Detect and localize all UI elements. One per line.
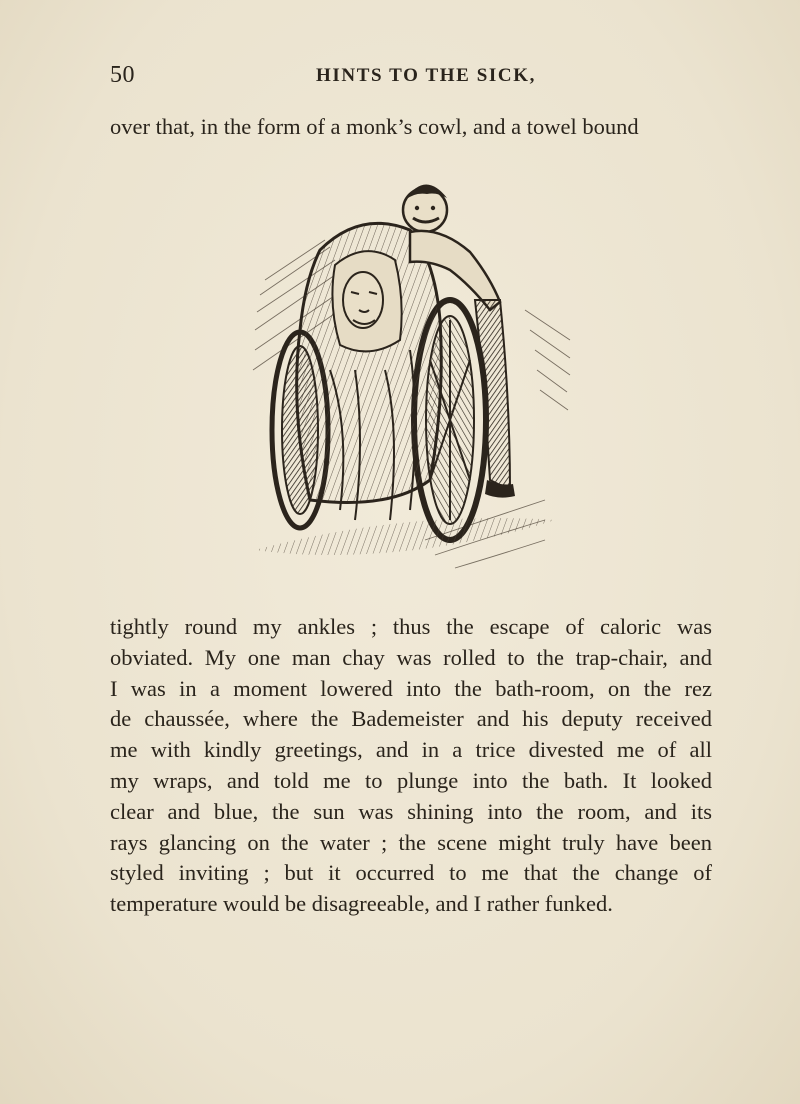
text-line: my wraps, and told me to plunge into the bath. It looked: [110, 767, 712, 793]
text-line: tightly round my ankles ; thus the escape of caloric was: [110, 614, 712, 639]
text-line: clear and blue, the sun was shining into the room, and its: [110, 798, 712, 824]
running-head: [110, 62, 710, 90]
paragraph-bottom: [110, 612, 712, 920]
text-line: temperature would be disagreeable, and I rather funked.: [110, 891, 613, 917]
wheelchair-illustration-icon: [225, 170, 605, 590]
running-title: HINTS TO THE SICK,: [316, 65, 536, 86]
text-line: me with kindly greetings, and in a trice divested me of all: [110, 737, 712, 763]
text-line: de chaussée, where the Bademeister and his deputy received: [110, 706, 712, 732]
text-line: styled inviting ; but it occurred to me that the change of: [110, 860, 712, 886]
text-line: over that, in the form of a monk’s cowl, and a towel bound: [110, 114, 639, 139]
text-line: I was in a moment lowered into the bath-room, on the rez: [110, 675, 712, 701]
text-line: rays glancing on the water ; the scene might truly have been: [110, 829, 712, 855]
paragraph-top: [110, 112, 712, 143]
page-number: 50: [110, 62, 135, 88]
text-line: obviated. My one man chay was rolled to the trap-chair, and: [110, 644, 712, 670]
